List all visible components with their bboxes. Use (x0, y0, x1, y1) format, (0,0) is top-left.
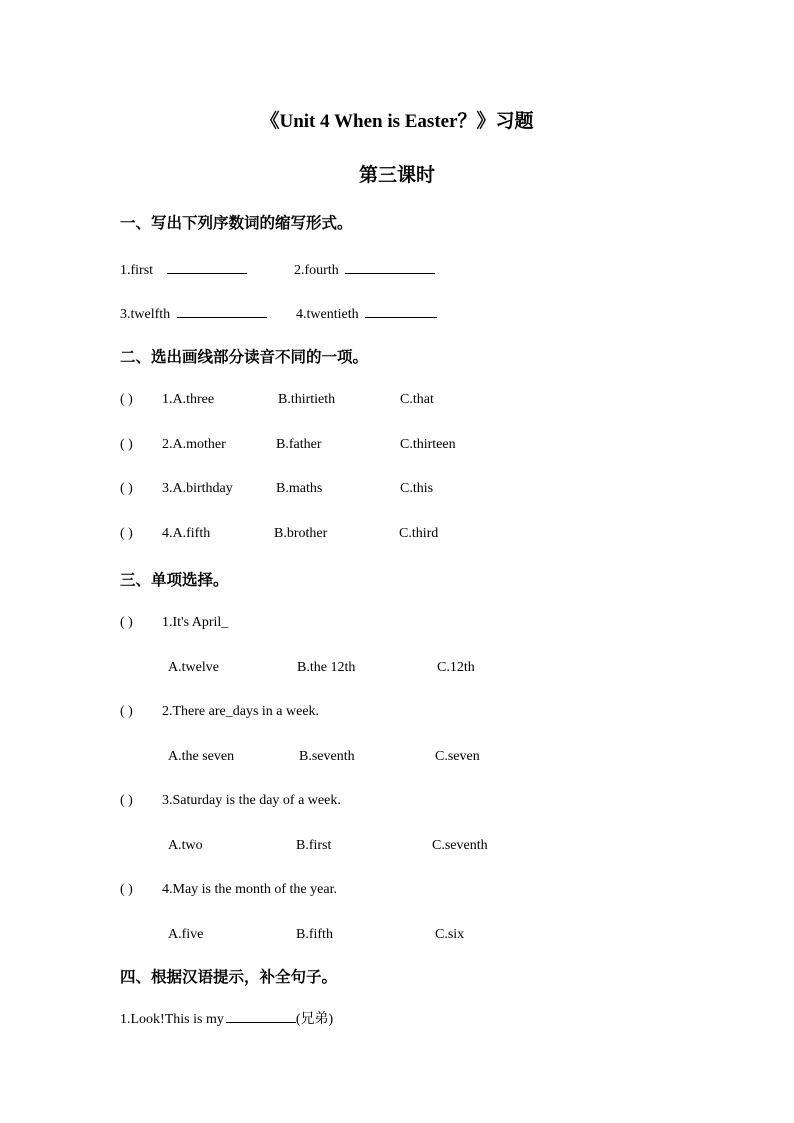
s1-item-2-label: 2.fourth (294, 263, 339, 278)
s3-q1-option-a: A.twelve (168, 660, 219, 675)
s3-q4-option-c: C.six (435, 927, 465, 942)
s2-row-2-c: C.thirteen (400, 437, 456, 452)
s3-q2-option-b: B.seventh (299, 749, 355, 764)
s2-row-4-a: 4.A.fifth (162, 526, 211, 541)
s3-q1-option-c: C.12th (437, 660, 475, 675)
s2-row-1-b: B.thirtieth (278, 392, 336, 407)
s4-item-1-prefix: 1.Look!This is my (120, 1012, 224, 1027)
s2-paren-2[interactable]: ( ) (120, 437, 133, 452)
s3-paren-3[interactable]: ( ) (120, 793, 133, 808)
s1-item-1-blank[interactable] (167, 259, 247, 274)
s1-item-4-label: 4.twentieth (296, 307, 359, 322)
s2-row-2-a: 2.A.mother (162, 437, 226, 452)
page-title: 《Unit 4 When is Easter？》习题 (260, 111, 534, 132)
section4-heading: 四、根据汉语提示，补全句子。 (120, 968, 338, 986)
s3-q4-option-a: A.five (168, 927, 204, 942)
s1-item-4-blank[interactable] (365, 303, 437, 318)
section2-heading: 二、选出画线部分读音不同的一项。 (120, 348, 369, 366)
s3-question-2: 2.There are_days in a week. (162, 704, 320, 719)
s2-row-3-a: 3.A.birthday (162, 481, 233, 496)
section1-heading: 一、写出下列序数词的缩写形式。 (120, 214, 353, 232)
s1-item-2-blank[interactable] (345, 259, 435, 274)
s3-q4-option-b: B.fifth (296, 927, 333, 942)
s3-question-3: 3.Saturday is the day of a week. (162, 793, 341, 808)
s1-item-4 (296, 303, 437, 323)
s4-item-1-hint: (兄弟) (295, 1012, 334, 1027)
s2-row-3-c: C.this (400, 481, 434, 496)
s3-q2-option-c: C.seven (435, 749, 480, 764)
s2-row-3-b: B.maths (276, 481, 323, 496)
s3-question-1: 1.It's April_ (162, 615, 229, 630)
s2-row-2-b: B.father (276, 437, 322, 452)
s3-question-4: 4.May is the month of the year. (162, 882, 337, 897)
s3-q1-option-b: B.the 12th (297, 660, 356, 675)
s3-paren-4[interactable]: ( ) (120, 882, 133, 897)
s2-paren-4[interactable]: ( ) (120, 526, 133, 541)
s3-q3-option-c: C.seventh (432, 838, 488, 853)
s2-row-1-c: C.that (400, 392, 434, 407)
s1-item-1-label: 1.first (120, 263, 154, 278)
s1-item-3-blank[interactable] (177, 303, 267, 318)
s1-item-2 (294, 259, 435, 279)
page-subtitle: 第三课时 (358, 165, 435, 186)
s2-row-4-c: C.third (399, 526, 439, 541)
s1-item-3 (120, 303, 267, 323)
s3-q2-option-a: A.the seven (168, 749, 235, 764)
s4-item-1-blank[interactable] (226, 1008, 296, 1023)
s4-item-1 (120, 1008, 333, 1028)
s2-paren-1[interactable]: ( ) (120, 392, 133, 407)
s1-item-3-label: 3.twelfth (120, 307, 171, 322)
s2-row-4-b: B.brother (274, 526, 328, 541)
section3-heading: 三、单项选择。 (120, 571, 229, 589)
s3-paren-1[interactable]: ( ) (120, 615, 133, 630)
s3-paren-2[interactable]: ( ) (120, 704, 133, 719)
s1-item-1 (120, 259, 247, 279)
s3-q3-option-a: A.two (168, 838, 203, 853)
s2-paren-3[interactable]: ( ) (120, 481, 133, 496)
s2-row-1-a: 1.A.three (162, 392, 215, 407)
s3-q3-option-b: B.first (296, 838, 332, 853)
